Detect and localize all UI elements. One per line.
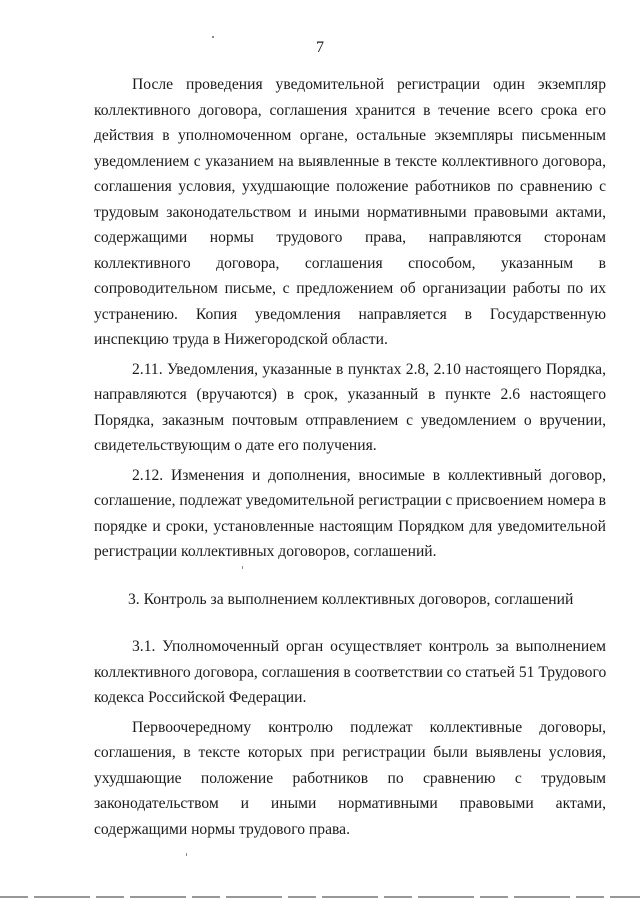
spacer: [94, 612, 606, 634]
paragraph-3-1: [94, 634, 606, 711]
text-line: Первоочередному контролю подлежат коллективные договоры,: [132, 718, 606, 736]
text-line: содержащими нормы трудового права, направляются сторонам: [94, 229, 606, 246]
document-body: [94, 72, 606, 842]
text-line: 2.12. Изменения и дополнения, вносимые в коллективный договор,: [132, 466, 606, 484]
text-line: соглашения условия, ухудшающие положение работников по сравнению с: [94, 178, 606, 195]
paragraph-2-11: [94, 357, 606, 459]
text-line: трудовым законодательством и иными нормативными правовыми актами,: [94, 203, 606, 221]
text-line: направляются (вручаются) в срок, указанный в пункте 2.6 настоящего: [94, 386, 606, 403]
text-line: ухудшающие положение работников по сравнению с трудовым: [94, 769, 606, 787]
text-line: кодекса Российской Федерации.: [94, 689, 307, 706]
paragraph-2-12: [94, 463, 606, 565]
text-line: После проведения уведомительной регистрации один экземпляр: [132, 76, 606, 93]
text-line: коллективного договора, соглашения в соответствии со статьей 51 Трудового: [94, 663, 606, 681]
text-line: Порядка, заказным почтовым отправлением с уведомлением о вручении,: [94, 411, 606, 429]
text-line: порядке и сроки, установленные настоящим Порядком для уведомительной: [94, 517, 606, 535]
text-line: свидетельствующим о дате его получения.: [94, 437, 377, 454]
text-line: устранению. Копия уведомления направляется в Государственную: [94, 305, 606, 323]
text-line: 3.1. Уполномоченный орган осуществляет контроль за выполнением: [132, 638, 606, 655]
text-line: законодательством и иными нормативными правовыми актами,: [94, 795, 606, 812]
text-line: содержащими нормы трудового права.: [94, 820, 350, 838]
text-line: регистрации коллективных договоров, соглашений.: [94, 543, 437, 560]
text-line: уведомлением с указанием на выявленные в тексте коллективного договора,: [94, 152, 606, 170]
text-line: соглашения, в тексте которых при регистрации были выявлены условия,: [94, 744, 606, 761]
page-number: 7: [316, 39, 324, 56]
paragraph-priority-control: [94, 715, 606, 843]
scan-bottom-edge: [0, 896, 640, 898]
text-line: инспекцию труда в Нижегородской области.: [94, 331, 388, 348]
text-line: 2.11. Уведомления, указанные в пунктах 2.8, 2.10 настоящего Порядка,: [132, 360, 606, 378]
text-line: действия в уполномоченном органе, остальные экземпляры письменным: [94, 127, 606, 144]
text-line: соглашение, подлежат уведомительной регистрации с присвоением номера в: [94, 492, 606, 509]
text-line: коллективного договора, соглашения способом, указанным в: [94, 254, 606, 272]
section-heading: 3. Контроль за выполнением коллективных договоров, соглашений: [128, 590, 574, 608]
paragraph-registration: [94, 72, 606, 353]
text-line: коллективного договора, соглашения хранится в течение всего срока его: [94, 101, 606, 119]
text-line: сопроводительном письме, с предложением об организации работы по их: [94, 280, 606, 297]
spacer: [94, 565, 606, 587]
scan-artifact-dot: [186, 853, 187, 856]
